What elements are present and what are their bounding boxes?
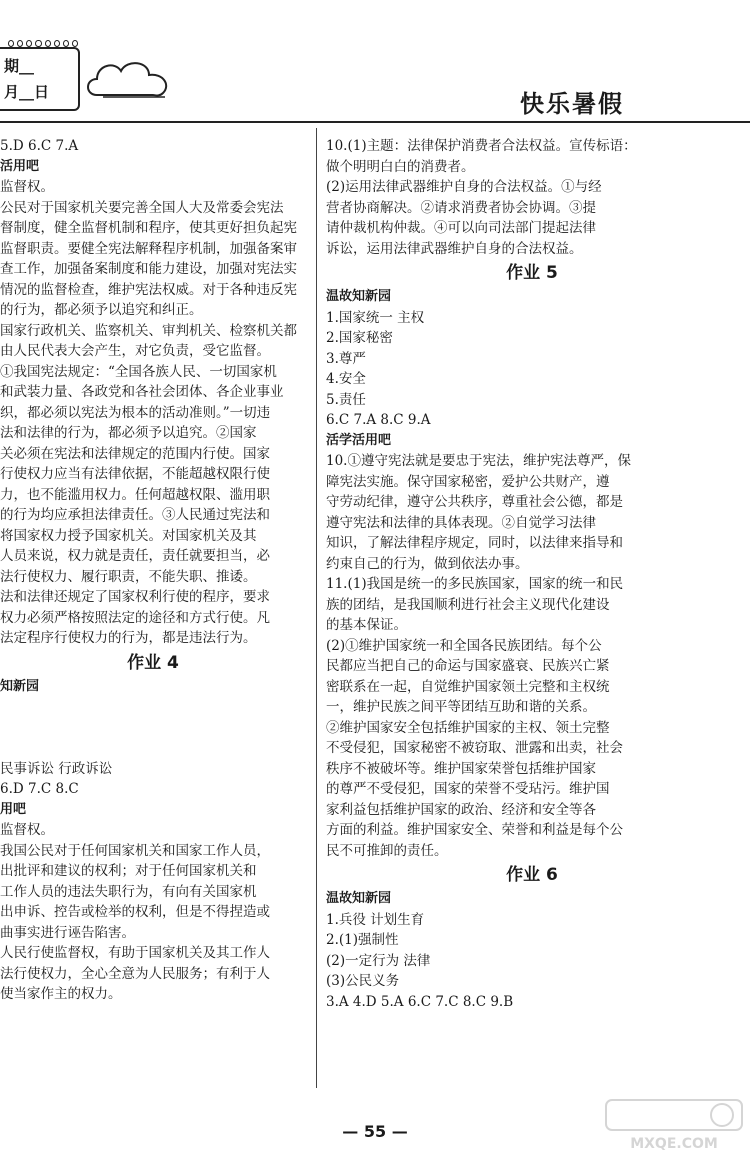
text-line: 营者协商解决。②请求消费者协会协调。③提 bbox=[326, 199, 596, 216]
text-line: 民都应当把自己的命运与国家盛衰、民族兴亡紧 bbox=[326, 658, 610, 674]
section-heading: 活学活用吧 bbox=[326, 432, 392, 448]
header-rule bbox=[0, 121, 750, 123]
text-line: 法和法律的行为，都必须予以追究。②国家 bbox=[0, 425, 257, 441]
text-line: 的行为均应承担法律责任。③人民通过宪法和 bbox=[0, 507, 270, 523]
right-column bbox=[326, 136, 738, 1012]
text-line: 情况的监督检查，维护宪法权威。对于各种违反宪 bbox=[0, 281, 297, 298]
text-line: (2)运用法律武器维护自身的合法权益。①与经 bbox=[326, 179, 602, 195]
text-line: 查工作，加强备案制度和能力建设，加强对宪法实 bbox=[0, 261, 297, 277]
text-line: 诉讼，运用法律武器维护自身的合法权益。 bbox=[326, 240, 583, 257]
text-line: 国家行政机关、监察机关、审判机关、检察机关都 bbox=[0, 322, 297, 339]
left-column bbox=[0, 136, 306, 1005]
text-line: 做个明明白白的消费者。 bbox=[326, 158, 475, 175]
text-line: 力，也不能滥用权力。任何超越权限、滥用职 bbox=[0, 486, 270, 503]
text-line: 出申诉、控告或检举的权利，但是不得捏造或 bbox=[0, 904, 270, 920]
section-title: 作业 4 bbox=[127, 652, 179, 673]
text-line: 1.兵役 计划生育 bbox=[326, 911, 425, 928]
text-line: 知识，了解法律程序规定，同时，以法律来指导和 bbox=[326, 535, 623, 551]
text-line: 由人民代表大会产生，对它负责，受它监督。 bbox=[0, 343, 270, 359]
section-heading: 温故知新园 bbox=[326, 289, 392, 304]
watermark-text: MXQE.COM bbox=[630, 1136, 718, 1152]
text-line: 监督权。 bbox=[0, 822, 54, 838]
text-line: 出批评和建议的权利；对于任何国家机关和 bbox=[0, 863, 257, 879]
text-line: 人员来说，权力就是责任，责任就要担当，必 bbox=[0, 548, 270, 564]
text-line: 公民对于国家机关要完善全国人大及常委会宪法 bbox=[0, 199, 284, 216]
text-line: 10.(1)主题：法律保护消费者合法权益。宣传标语： bbox=[326, 138, 637, 154]
text-line: 工作人员的违法失职行为，有向有关国家机 bbox=[0, 883, 257, 900]
text-line: 和武装力量、各政党和各社会团体、各企业事业 bbox=[0, 384, 284, 400]
text-line: 监督权。 bbox=[0, 179, 54, 195]
text-line: (2)一定行为 法律 bbox=[326, 952, 431, 969]
text-line: 行使权力应当有法律依据，不能超越权限行使 bbox=[0, 466, 270, 482]
text-line: ②维护国家安全包括维护国家的主权、领土完整 bbox=[326, 719, 610, 736]
text-line: 法行使权力、履行职责，不能失职、推诿。 bbox=[0, 568, 257, 585]
text-line: 的尊严不受侵犯，国家的荣誉不受玷污。维护国 bbox=[326, 781, 610, 797]
column-divider bbox=[316, 128, 317, 1088]
text-line: 5.责任 bbox=[326, 391, 366, 408]
text-line: 请仲裁机构仲裁。④可以向司法部门提起法律 bbox=[326, 220, 596, 236]
text-line: 将国家权力授予国家机关。对国家机关及其 bbox=[0, 527, 257, 544]
text-line: 民不可推卸的责任。 bbox=[326, 842, 448, 859]
text-line: 法行使权力，全心全意为人民服务；有利于人 bbox=[0, 965, 270, 982]
section-heading: 温故知新园 bbox=[326, 891, 392, 906]
page-header bbox=[0, 0, 750, 125]
text-line: 督制度，健全监督机制和程序，使其更好担负起宪 bbox=[0, 220, 297, 236]
text-line: 遵守宪法和法律的具体表现。②自觉学习法律 bbox=[326, 514, 596, 531]
text-line: 10.①遵守宪法就是要忠于宪法，维护宪法尊严，保 bbox=[326, 453, 631, 469]
cloud-icon bbox=[85, 55, 175, 103]
text-line: 11.(1)我国是统一的多民族国家，国家的统一和民 bbox=[326, 576, 624, 592]
text-line: 使当家作主的权力。 bbox=[0, 986, 122, 1002]
text-line: 民事诉讼 行政诉讼 bbox=[0, 760, 113, 777]
text-line: 人民行使监督权，有助于国家机关及其工作人 bbox=[0, 945, 270, 961]
page-number: — 55 — bbox=[342, 1122, 408, 1141]
section-heading: 知新园 bbox=[0, 678, 40, 694]
text-line: 我国公民对于任何国家机关和国家工作人员， bbox=[0, 842, 270, 859]
text-line: 曲事实进行诬告陷害。 bbox=[0, 924, 135, 941]
text-line: 秩序不被破坏等。维护国家荣誉包括维护国家 bbox=[326, 760, 596, 777]
text-line: 一，维护民族之间平等团结互助和谐的关系。 bbox=[326, 699, 596, 715]
text-line: 2.(1)强制性 bbox=[326, 932, 399, 948]
text-line: 法定程序行使权力的行为，都是违法行为。 bbox=[0, 630, 257, 646]
text-line bbox=[0, 697, 306, 718]
text-line: 4.安全 bbox=[326, 371, 366, 387]
date-day: 月__日 bbox=[4, 83, 50, 101]
text-line: 方面的利益。维护国家安全、荣誉和利益是每个公 bbox=[326, 822, 623, 838]
text-line: 的基本保证。 bbox=[326, 617, 407, 633]
text-line: 约束自己的行为，做到依法办事。 bbox=[326, 555, 529, 572]
brand-title: 快乐暑假 bbox=[520, 90, 624, 118]
text-line: 的行为，都必须予以追究和纠正。 bbox=[0, 302, 203, 318]
date-box bbox=[0, 47, 80, 111]
text-line: 5.D 6.C 7.A bbox=[0, 138, 79, 154]
text-line: 1.国家统一 主权 bbox=[326, 309, 425, 326]
text-line: 家利益包括维护国家的政治、经济和安全等各 bbox=[326, 801, 596, 818]
text-line: 守劳动纪律，遵守公共秩序，尊重社会公德，都是 bbox=[326, 494, 623, 510]
text-line: 3.尊严 bbox=[326, 350, 366, 367]
text-line: 关必须在宪法和法律规定的范围内行使。国家 bbox=[0, 445, 270, 462]
text-line: 6.C 7.A 8.C 9.A bbox=[326, 412, 431, 428]
text-line bbox=[0, 738, 306, 759]
watermark-logo bbox=[604, 1098, 744, 1154]
text-line: 障宪法实施。保守国家秘密，爱护公共财产，遵 bbox=[326, 473, 610, 490]
text-line: 3.A 4.D 5.A 6.C 7.C 8.C 9.B bbox=[326, 993, 514, 1010]
text-line: 不受侵犯，国家秘密不被窃取、泄露和出卖，社会 bbox=[326, 740, 623, 756]
text-line: (2)①维护国家统一和全国各民族团结。每个公 bbox=[326, 637, 602, 654]
text-line: 法和法律还规定了国家权利行使的程序，要求 bbox=[0, 589, 270, 605]
text-line: ①我国宪法规定：“全国各族人民、一切国家机 bbox=[0, 363, 277, 380]
date-period: 期__ bbox=[4, 57, 35, 75]
text-line: 监督职责。要健全宪法解释程序机制，加强备案审 bbox=[0, 240, 297, 257]
section-title: 作业 6 bbox=[506, 865, 558, 885]
section-title: 作业 5 bbox=[506, 263, 558, 283]
text-line: (3)公民义务 bbox=[326, 973, 400, 989]
section-heading: 用吧 bbox=[0, 801, 27, 817]
section-heading: 活用吧 bbox=[0, 158, 40, 174]
text-line: 织，都必须以宪法为根本的活动准则。”一切违 bbox=[0, 404, 271, 421]
text-line: 族的团结，是我国顺利进行社会主义现代化建设 bbox=[326, 596, 610, 613]
text-line: 2.国家秘密 bbox=[326, 330, 393, 346]
text-line: 6.D 7.C 8.C bbox=[0, 781, 79, 797]
text-line: 权力必须严格按照法定的途径和方式行使。凡 bbox=[0, 609, 270, 626]
text-line: 密联系在一起，自觉维护国家领土完整和主权统 bbox=[326, 678, 610, 695]
text-line bbox=[0, 718, 306, 739]
